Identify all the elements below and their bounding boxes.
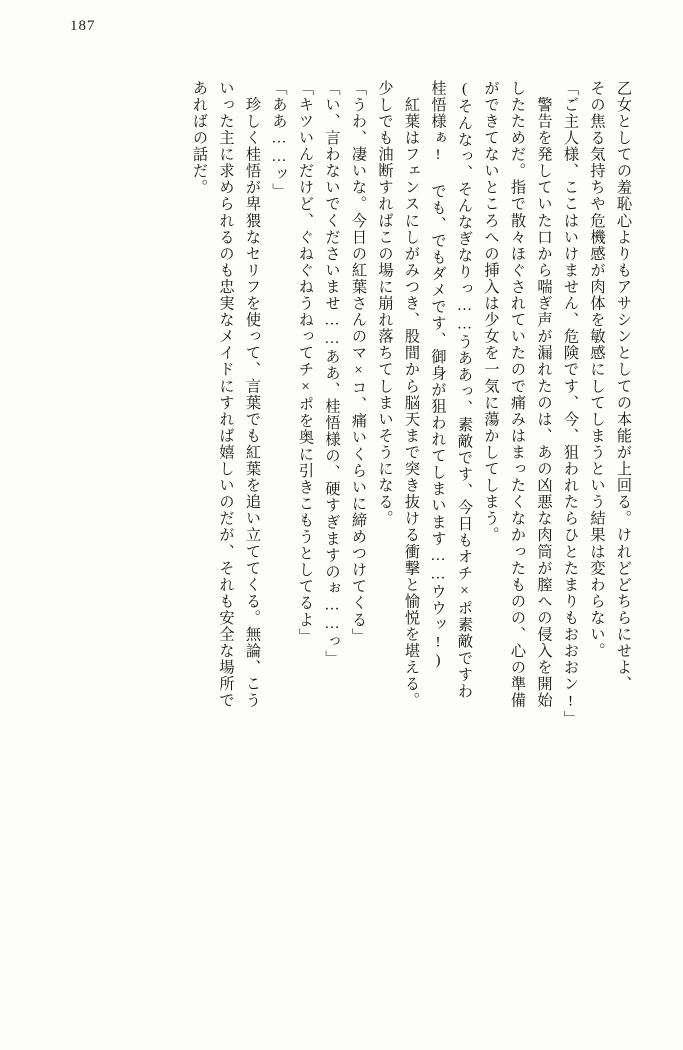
text-line: 「ご主人様、ここはいけません、危険です、今、狙われたらひとたまりもおおおン!」	[562, 80, 579, 728]
text-line: 紅葉はフェンスにしがみつき、股間から脳天まで突き抜ける衝撃と愉悦を堪える。	[403, 80, 420, 709]
text-line: 珍しく桂悟が卑猥なセリフを使って、言葉でも紅葉を追い立ててくる。無論、こう	[244, 80, 261, 709]
text-line: 「ああ……ッ」	[270, 80, 288, 200]
text-line: 少しでも油断すればこの場に崩れ落ちてしまいそうになる。	[376, 80, 394, 527]
text-line: 乙女としての羞恥心よりもアサシンとしての本能が上回る。けれどどちらにせよ、	[615, 80, 632, 693]
text-line: その焦る気持ちや危機感が肉体を敏感にしてしまうという結果は変わらない。	[588, 80, 606, 660]
text-line: したためだ。指で散々ほぐされていたので痛みはまったくなかったものの、心の準備	[509, 80, 526, 709]
vertical-text-body	[48, 80, 631, 1010]
text-line: 「うわ、凄いな。今日の紅葉さんのマ×コ、痛いくらいに締めつけてくる」	[350, 80, 367, 645]
text-line: いった主に求められるのも忠実なメイドにすれば嬉しいのだが、それも安全な場所で	[217, 80, 235, 709]
text-line: 「キツいんだけど、ぐねぐねうねってチ×ポを奥に引きこもうとしてるよ」	[297, 80, 314, 645]
page-number: 187	[70, 18, 96, 34]
text-line: (そんなっ、そんなぎなりっ……うああっ、素敵です、今日もオチ×ポ素敵ですわ	[456, 80, 473, 700]
text-line: 「い、言わないでくださいませ……ああ、桂悟様の、硬すぎますのぉ……っ」	[323, 80, 341, 667]
text-line: あればの話だ。	[191, 80, 208, 196]
text-line: 警告を発していた口から喘ぎ声が漏れたのは、あの凶悪な肉筒が膣への侵入を開始	[535, 80, 553, 709]
text-line: ができてないところへの挿入は少女を一気に蕩かしてしまう。	[482, 80, 500, 544]
text-line: 桂悟様ぁ! でも、でもダメです、御身が狙われてしまいます……ウウッ!)	[429, 80, 447, 671]
